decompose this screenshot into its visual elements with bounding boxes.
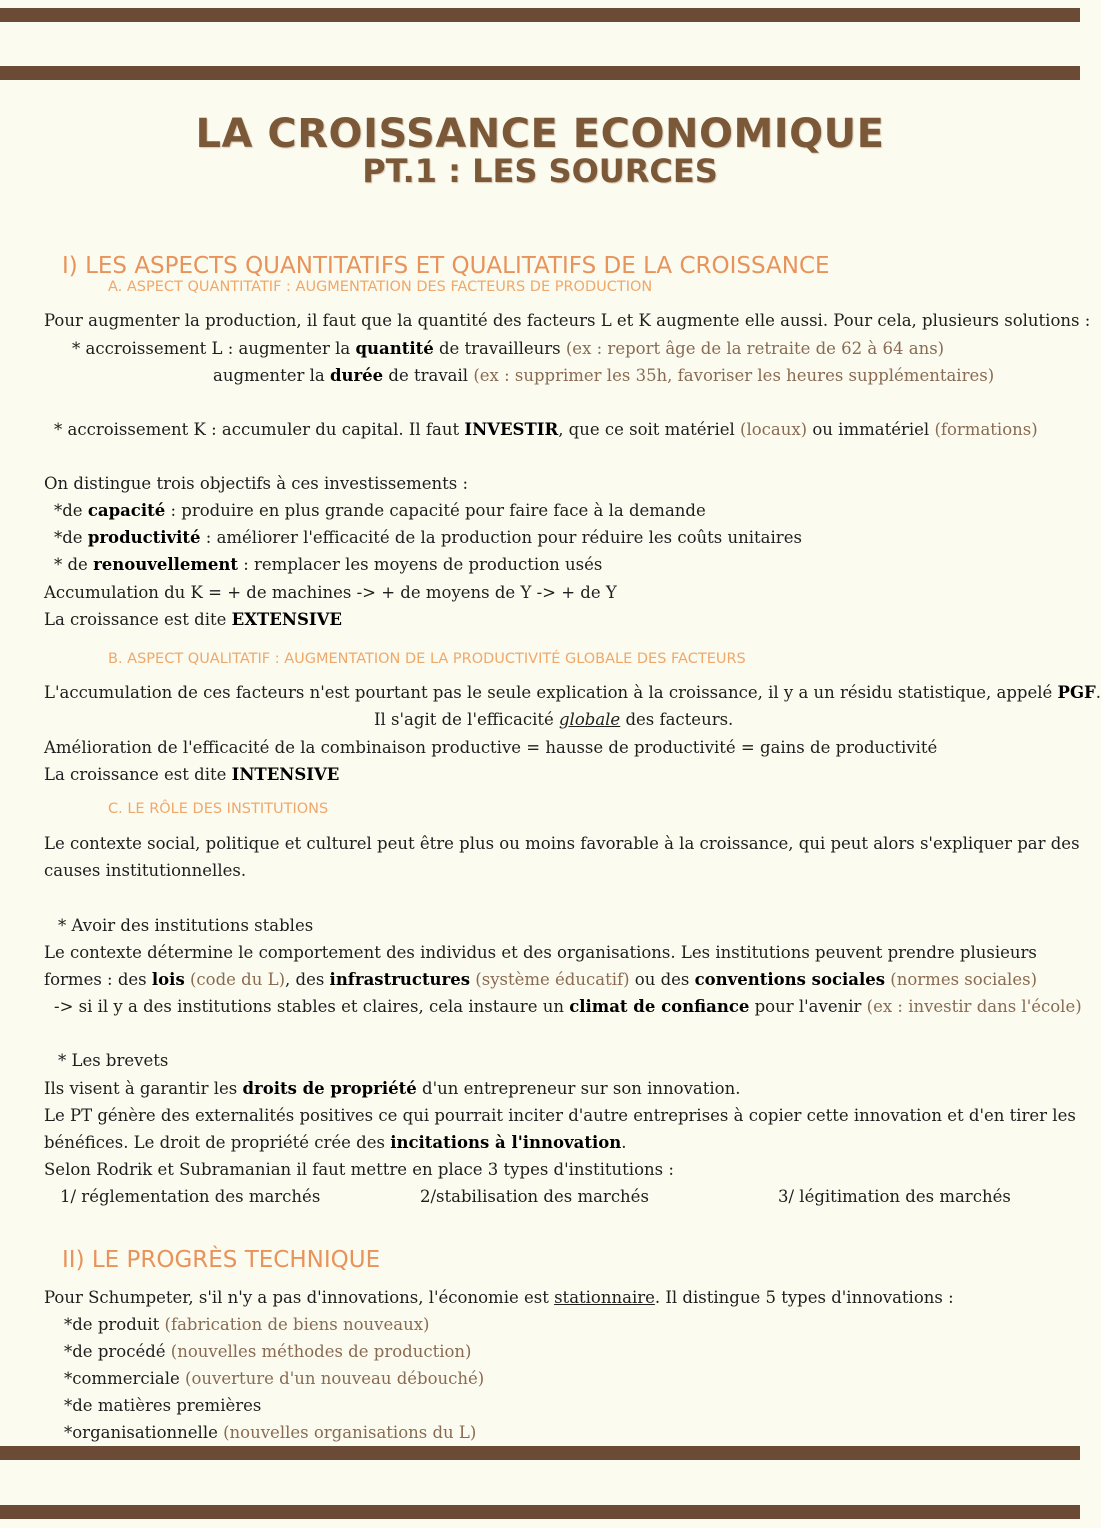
paragraph-line: * Avoir des institutions stables xyxy=(58,916,314,935)
paragraph-line: Pour Schumpeter, s'il n'y a pas d'innovations, l'économie est stationnaire. Il distingue 5 types d'innovations : xyxy=(44,1288,954,1307)
page-subtitle: PT.1 : LES SOURCES xyxy=(362,152,718,190)
bottom-bar-2 xyxy=(0,1505,1080,1519)
subsection-a-heading: A. ASPECT QUANTITATIF : AUGMENTATION DES FACTEURS DE PRODUCTION xyxy=(108,279,653,295)
paragraph-line: formes : des lois (code du L), des infrastructures (système éducatif) ou des conventions sociales (normes sociales) xyxy=(44,970,1038,989)
list-item: 1/ réglementation des marchés xyxy=(60,1187,321,1206)
list-item: *de capacité : produire en plus grande capacité pour faire face à la demande xyxy=(54,501,706,520)
top-bar-2 xyxy=(0,66,1080,80)
paragraph-line: Le contexte social, politique et culturel peut être plus ou moins favorable à la croissance, qui peut alors s'expliquer par des xyxy=(44,834,1080,853)
list-item: *de procédé (nouvelles méthodes de production) xyxy=(64,1342,472,1361)
paragraph-line: * accroissement L : augmenter la quantité de travailleurs (ex : report âge de la retraite de 62 à 64 ans) xyxy=(72,339,945,358)
paragraph-line: * accroissement K : accumuler du capital. Il faut INVESTIR, que ce soit matériel (locaux) ou immatériel (formations) xyxy=(54,420,1038,439)
subsection-b-heading: B. ASPECT QUALITATIF : AUGMENTATION DE LA PRODUCTIVITÉ GLOBALE DES FACTEURS xyxy=(108,651,746,667)
list-item: *de produit (fabrication de biens nouveaux) xyxy=(64,1315,430,1334)
paragraph-line: La croissance est dite INTENSIVE xyxy=(44,765,340,784)
paragraph-line: Accumulation du K = + de machines -> + de moyens de Y -> + de Y xyxy=(44,583,617,602)
list-item: *de productivité : améliorer l'efficacité de la production pour réduire les coûts unitaires xyxy=(54,528,802,547)
paragraph-line: Selon Rodrik et Subramanian il faut mettre en place 3 types d'institutions : xyxy=(44,1160,674,1179)
paragraph-line: * Les brevets xyxy=(58,1051,169,1070)
paragraph-line: Amélioration de l'efficacité de la combinaison productive = hausse de productivité = gains de productivité xyxy=(44,738,938,757)
paragraph-line: augmenter la durée de travail (ex : supprimer les 35h, favoriser les heures supplémentaires) xyxy=(213,366,995,385)
paragraph-line: La croissance est dite EXTENSIVE xyxy=(44,610,342,629)
paragraph-line: Il s'agit de l'efficacité globale des facteurs. xyxy=(374,710,734,729)
paragraph-line: L'accumulation de ces facteurs n'est pourtant pas le seule explication à la croissance, il y a un résidu statistique, appelé PGF. xyxy=(44,683,1101,702)
list-item: *de matières premières xyxy=(64,1396,262,1415)
paragraph-line: Pour augmenter la production, il faut que la quantité des facteurs L et K augmente elle aussi. Pour cela, plusieurs solutions : xyxy=(44,311,1091,330)
paragraph-line: causes institutionnelles. xyxy=(44,861,247,880)
top-bar-1 xyxy=(0,8,1080,22)
page-title: LA CROISSANCE ECONOMIQUE xyxy=(195,111,885,157)
list-item: * de renouvellement : remplacer les moyens de production usés xyxy=(54,555,603,574)
bottom-bar-1 xyxy=(0,1446,1080,1460)
list-item: 3/ légitimation des marchés xyxy=(778,1187,1011,1206)
paragraph-line: bénéfices. Le droit de propriété crée des incitations à l'innovation. xyxy=(44,1133,627,1152)
section-1-heading: I) LES ASPECTS QUANTITATIFS ET QUALITATIFS DE LA CROISSANCE xyxy=(62,253,830,279)
list-item: *commerciale (ouverture d'un nouveau débouché) xyxy=(64,1369,485,1388)
list-item: *organisationnelle (nouvelles organisations du L) xyxy=(64,1423,477,1442)
list-item: 2/stabilisation des marchés xyxy=(420,1187,649,1206)
paragraph-line: Le contexte détermine le comportement des individus et des organisations. Les institutions peuvent prendre plusieurs xyxy=(44,943,1037,962)
subsection-c-heading: C. LE RÔLE DES INSTITUTIONS xyxy=(108,801,329,817)
paragraph-line: -> si il y a des institutions stables et claires, cela instaure un climat de confiance pour l'avenir (ex : investir dans l'école) xyxy=(54,997,1082,1016)
paragraph-line: Le PT génère des externalités positives ce qui pourrait inciter d'autre entreprises à copier cette innovation et d'en tirer les xyxy=(44,1106,1076,1125)
section-2-heading: II) LE PROGRÈS TECHNIQUE xyxy=(62,1247,381,1273)
paragraph-line: Ils visent à garantir les droits de propriété d'un entrepreneur sur son innovation. xyxy=(44,1079,741,1098)
paragraph-line: On distingue trois objectifs à ces investissements : xyxy=(44,474,469,493)
